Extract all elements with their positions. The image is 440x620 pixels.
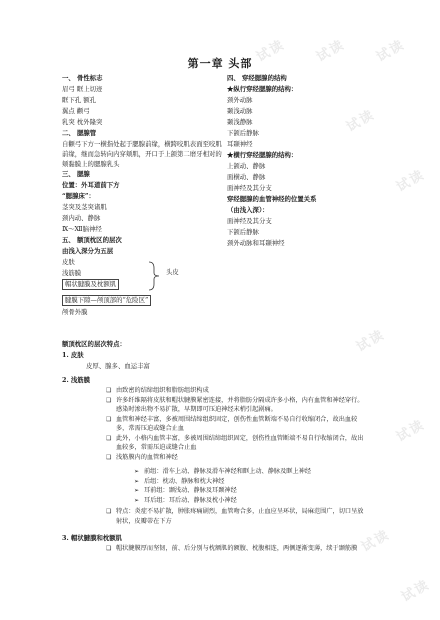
item-title-skin: 1. 皮肤 [62,351,84,359]
structure-item: 面横动、静脉 [227,173,266,181]
parotid-bed-item: Ⅸ～Ⅻ脑神经 [62,225,102,233]
fascia-features [106,507,366,526]
watermark: 试读 [314,37,348,66]
list-item: ➢ 前组：滑车上动、静脉及滑车神经和眶上动、静脉及眶上神经 [134,467,374,477]
item-title-galea: 3. 帽状腱膜和枕额肌 [62,534,123,542]
watermark: 试读 [359,527,393,556]
list-item: ❑ 许多纤维隔将皮肤和帽状腱膜紧密连接，并将脂肪分隔成许多小格，内有血管和神经穿行。感染时渗出物不易扩散，早期即可压迫神经末梢引起剧痛。 [106,396,366,415]
landmark-row: 眉弓 眶上切迹 [62,85,103,93]
section-heading: 四、 穿经腮腺的结构 [227,74,287,82]
list-item: ❑ 由致密的结缔组织和脂肪组织构成 [106,386,366,396]
section-heading: 二、 腮腺管 [62,129,97,137]
layer-item: 颅骨外膜 [62,308,88,316]
watermark: 试读 [394,167,428,196]
structure-item: 颈外动脉和耳颞神经 [227,239,285,247]
list-item: ❑ 血管和神经丰富，多被周围结缔组织固定，创伤性血管断端不易自行收缩闭合，故出血较多，常需压迫或缝合止血 [106,415,366,434]
right-column [227,73,397,249]
list-item: ➢ 耳后组：耳后动、静脉及枕小神经 [134,496,374,506]
layer-item-boxed: 帽状腱膜及枕额肌 [62,279,119,290]
list-item: ➢ 后组：枕动、静脉和枕大神经 [134,477,374,487]
structure-item: 面神经及其分支 [227,184,272,192]
structure-item: 颞浅静脉 [227,118,253,126]
watermark: 试读 [374,37,408,66]
scalp-label: 头皮 [166,268,179,276]
section-heading: 五、 额顶枕区的层次 [62,236,122,244]
layer-item-boxed: 腱膜下隙—颅顶部的“危险区” [62,295,151,306]
layer-item: 浅筋膜 [62,269,82,277]
watermark: 试读 [399,577,433,606]
list-item: ❑ 浅筋膜内的血管和神经 [106,453,366,463]
list-item: ❑ 此外，小格内血管丰富，多被周围结缔组织固定，创伤性血管断端不易自行收缩闭合，故出血较多，常需压迫或缝合止血 [106,434,366,453]
landmark-row: 乳突 枕外隆突 [62,118,103,126]
parotid-bed-heading: “腮腺床”： [62,192,95,200]
group-subheading: （由浅入深）： [227,206,269,214]
watermark: 试读 [394,417,428,446]
parotid-duct-text: 自颧弓下方一横指处起于腮腺前缘，横跨咬肌表面至咬肌前缘，继而急转向内穿颊肌，开口于上颌第二磨牙相对的颊黏膜上的腮腺乳头 [62,140,222,168]
fascia-list [106,386,366,462]
structure-item: 下颌后静脉 [227,228,259,236]
structure-item: 颞浅动脉 [227,107,253,115]
structure-item: 颈外动脉 [227,96,253,104]
landmark-row: 翼点 颧弓 [62,107,90,115]
left-column [62,73,224,318]
galea-list [106,544,366,554]
structure-item: 上颌动、静脉 [227,162,266,170]
layer-item: 皮肤 [62,258,75,266]
watermark: 试读 [254,37,288,66]
layers-subheading: 由浅入深分为五层 [62,247,114,255]
section-heading: 一、 骨性标志 [62,74,103,82]
section-heading: 三、 腮腺 [62,170,90,178]
structure-item: 下颌后静脉 [227,129,259,137]
scalp-layers-group [62,257,224,295]
watermark: 试读 [354,327,388,356]
group-heading: 穿经腮腺的血管神经的位置关系 [227,195,317,203]
list-item: ➢ 耳前组：颞浅动、静脉及耳颞神经 [134,486,374,496]
parotid-bed-item: 颈内动、静脉 [62,214,101,222]
chapter-title: 第一章 头部 [187,57,253,70]
watermark: 试读 [344,107,378,136]
structure-item: 耳颞神经 [227,140,253,148]
parotid-bed-item: 茎突及茎突诸肌 [62,203,107,211]
landmark-row: 眶下孔 额孔 [62,96,96,104]
brace-icon [148,261,164,291]
skin-text: 皮厚、腺多、血运丰富 [86,362,150,370]
features-heading: 额顶枕区的层次特点： [62,340,126,348]
list-item: ❑ 特点：炎症不易扩散，肿胀疼痛剧烈，血管吻合多，止血应呈环状，局麻范围广，切口呈放射状，皮瓣蒂在下方 [106,507,366,526]
parotid-position: 位置：外耳道前下方 [62,181,120,189]
structure-item: 面神经及其分支 [227,217,272,225]
list-item: ❑ 帽状腱膜厚而坚韧，前、后分别与枕额肌的额腹、枕腹相连，两侧逐渐变薄，续于颞筋膜 [106,544,366,554]
group-heading: ★横行穿经腮腺的结构： [227,151,298,159]
group-heading: ★纵行穿经腮腺的结构： [227,85,298,93]
vessel-groups-list [134,467,374,505]
item-title-superficial-fascia: 2. 浅筋膜 [62,376,91,384]
